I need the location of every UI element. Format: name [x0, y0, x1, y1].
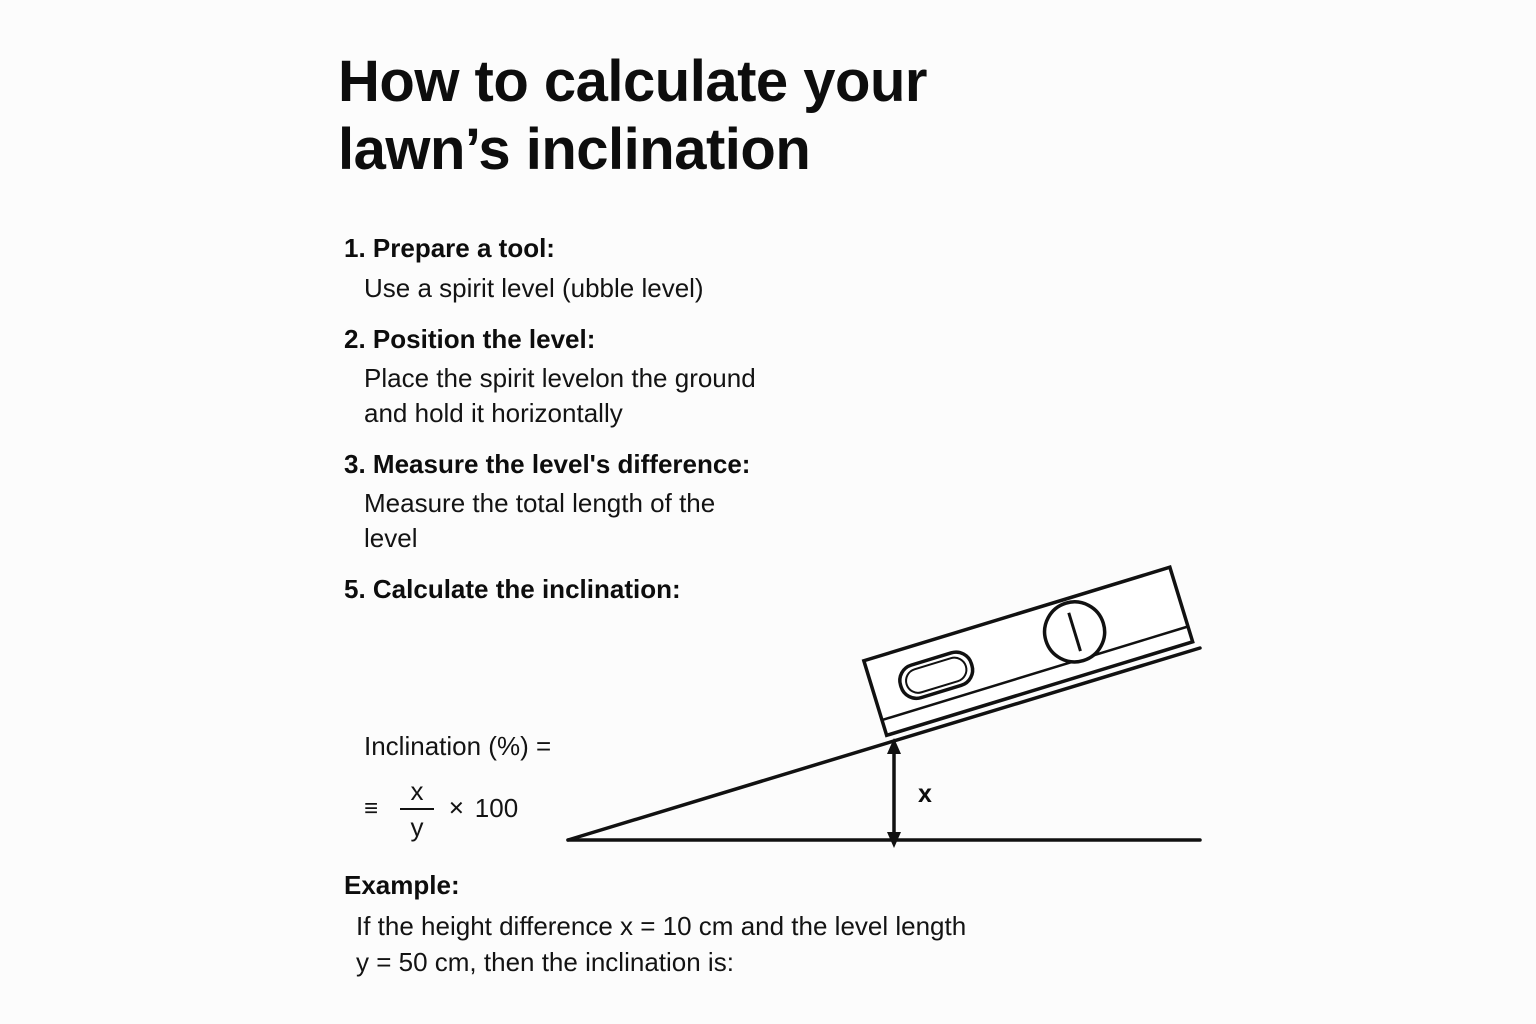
step-3-line-2: level — [364, 522, 418, 553]
step-2-heading: 2. Position the level: — [344, 323, 596, 354]
step-3-line-1: Measure the total length of the — [364, 488, 716, 519]
formula-multiplier: 100 — [474, 793, 519, 824]
example-line-1: If the height difference x = 10 cm and the level length — [356, 911, 967, 941]
step-2-line-1: Place the spirit levelon the ground — [364, 363, 756, 394]
height-label-x: x — [918, 780, 932, 808]
step-2-body — [344, 361, 944, 430]
multiply-symbol: ✕ — [448, 798, 465, 821]
slope-diagram-svg — [540, 540, 1240, 880]
step-2-line-2: and hold it horizontally — [364, 397, 623, 428]
example-line-2: y = 50 cm, then the inclination is: — [356, 946, 734, 977]
step-5-heading: 5. Calculate the inclination: — [344, 574, 681, 605]
slope-diagram — [540, 540, 1240, 880]
spirit-level-icon — [864, 567, 1193, 735]
step-1-line-1: Use a spirit level (ubble level) — [364, 272, 704, 303]
example-block — [344, 870, 1244, 981]
fraction-numerator: x — [410, 775, 424, 806]
equals-symbol: ≡ — [364, 794, 379, 822]
example-heading: Example: — [344, 870, 460, 900]
example-body — [344, 909, 1244, 981]
step-3-heading: 3. Measure the level's difference: — [344, 448, 751, 479]
formula-lead: Inclination (%) = — [364, 731, 552, 761]
list-item — [344, 448, 944, 555]
step-1-body — [344, 271, 944, 305]
fraction — [400, 775, 434, 842]
step-1-heading: 1. Prepare a tool: — [344, 233, 555, 263]
fraction-denominator: y — [410, 811, 424, 842]
page-title: How to calculate your lawn’s inclination — [338, 49, 927, 183]
list-item — [344, 323, 944, 430]
list-item — [344, 232, 944, 305]
